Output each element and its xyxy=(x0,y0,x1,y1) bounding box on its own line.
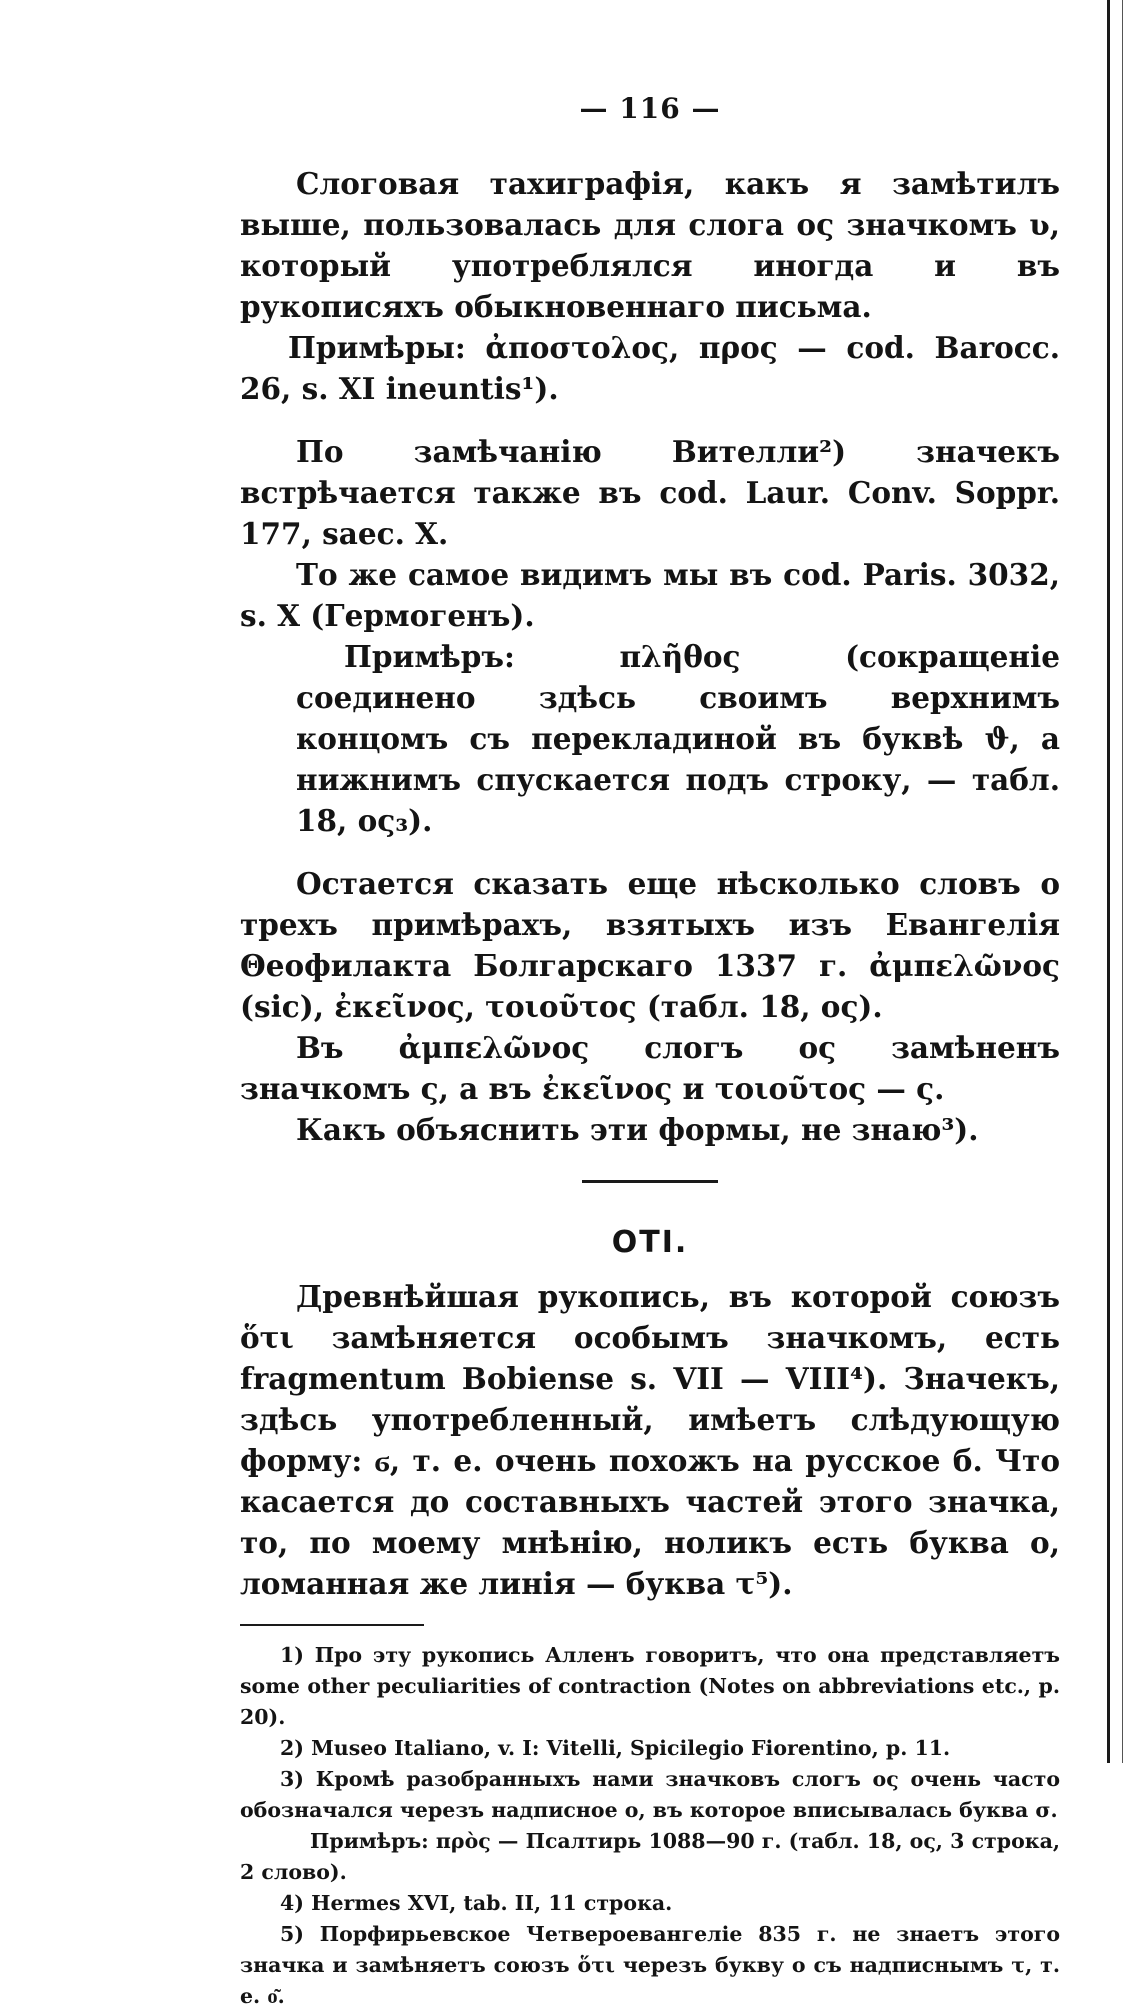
page-edge-right xyxy=(1122,0,1123,1763)
footnote-3: 3) Кромѣ разобранныхъ нами значковъ слогъ ος очень часто обозначался черезъ надписное ο, въ которое вписывалась буква σ. xyxy=(240,1767,1060,1822)
page-number: — 116 — xyxy=(579,92,721,125)
footnotes xyxy=(240,1640,1060,2012)
paragraph-ampelonos: Въ ἀμπελῶνος слогъ ος замѣненъ значкомъ ς, а въ ἐκεῖνος и τοιοῦτος — ς. xyxy=(240,1030,1060,1106)
footnote-3-example: Примѣръ: πρὸς — Псалтирь 1088—90 г. (табл. 18, ος, 3 строка, 2 слово). xyxy=(240,1829,1060,1884)
paragraph-vitelli: По замѣчанію Вителли²) значекъ встрѣчается также въ cod. Laur. Conv. Soppr. 177, saec. X. xyxy=(240,434,1060,551)
paragraph-oti: Древнѣйшая рукопись, въ которой союзъ ὅτι замѣняется особымъ значкомъ, есть fragmentum Bobiense s. VII — VIII⁴). Значекъ, здѣсь употребленный, имѣетъ слѣдующую форму: ϭ, т. е. очень похожъ на русское б. Что касается до составныхъ частей этого значка, то, по моему мнѣнію, ноликъ есть буква о, ломанная же линія — буква τ⁵). xyxy=(240,1279,1060,1601)
paragraph-intro: Слоговая тахиграфія, какъ я замѣтилъ выше, пользовалась для слога ος значкомъ ʋ, который употреблялся иногда и въ рукописяхъ обыкновеннаго письма. xyxy=(240,166,1060,324)
page-edge-left xyxy=(1107,0,1110,1763)
paragraph-paris: То же самое видимъ мы въ cod. Paris. 3032, s. X (Гермогенъ). xyxy=(240,557,1060,633)
section-divider xyxy=(582,1180,718,1183)
footnote-2: 2) Museo Italiano, v. I: Vitelli, Spicilegio Fiorentino, p. 11. xyxy=(280,1736,951,1760)
paragraph-theophylact: Остается сказать еще нѣсколько словъ о трехъ примѣрахъ, взятыхъ изъ Евангелія Θеофилакта Болгарскаго 1337 г. ἀμπελῶνος (sic), ἐκεῖνος, τοιοῦτος (табл. 18, ος). xyxy=(240,866,1060,1024)
paragraph-example-1: Примѣры: ἀποστολος, προς — cod. Barocc. 26, s. XI ineuntis¹). xyxy=(240,330,1060,406)
section-heading: OTI. xyxy=(611,1225,689,1260)
paragraph-forms: Какъ объяснить эти формы, не знаю³). xyxy=(296,1112,979,1147)
book-page xyxy=(240,92,1060,2012)
footnote-rule xyxy=(240,1624,424,1626)
paragraph-example-2: Примѣръ: πλῆθος (сокращеніе соединено здѣсь своимъ верхнимъ концомъ съ перекладиной въ буквѣ ϑ, а нижнимъ спускается подъ строку, — табл. 18, ος₃). xyxy=(296,639,1060,838)
footnote-1: 1) Про эту рукопись Алленъ говоритъ, что она представляетъ some other peculiarities of contraction (Notes on abbreviations etc., p. 20). xyxy=(240,1643,1060,1729)
footnote-5: 5) Порфирьевское Четвероевангеліе 835 г. не знаетъ этого значка и замѣняетъ союзъ ὅτι черезъ букву ο съ надписнымъ τ, т. е. ο͂. xyxy=(240,1922,1060,2008)
footnote-4: 4) Hermes XVI, tab. II, 11 строка. xyxy=(280,1891,673,1915)
